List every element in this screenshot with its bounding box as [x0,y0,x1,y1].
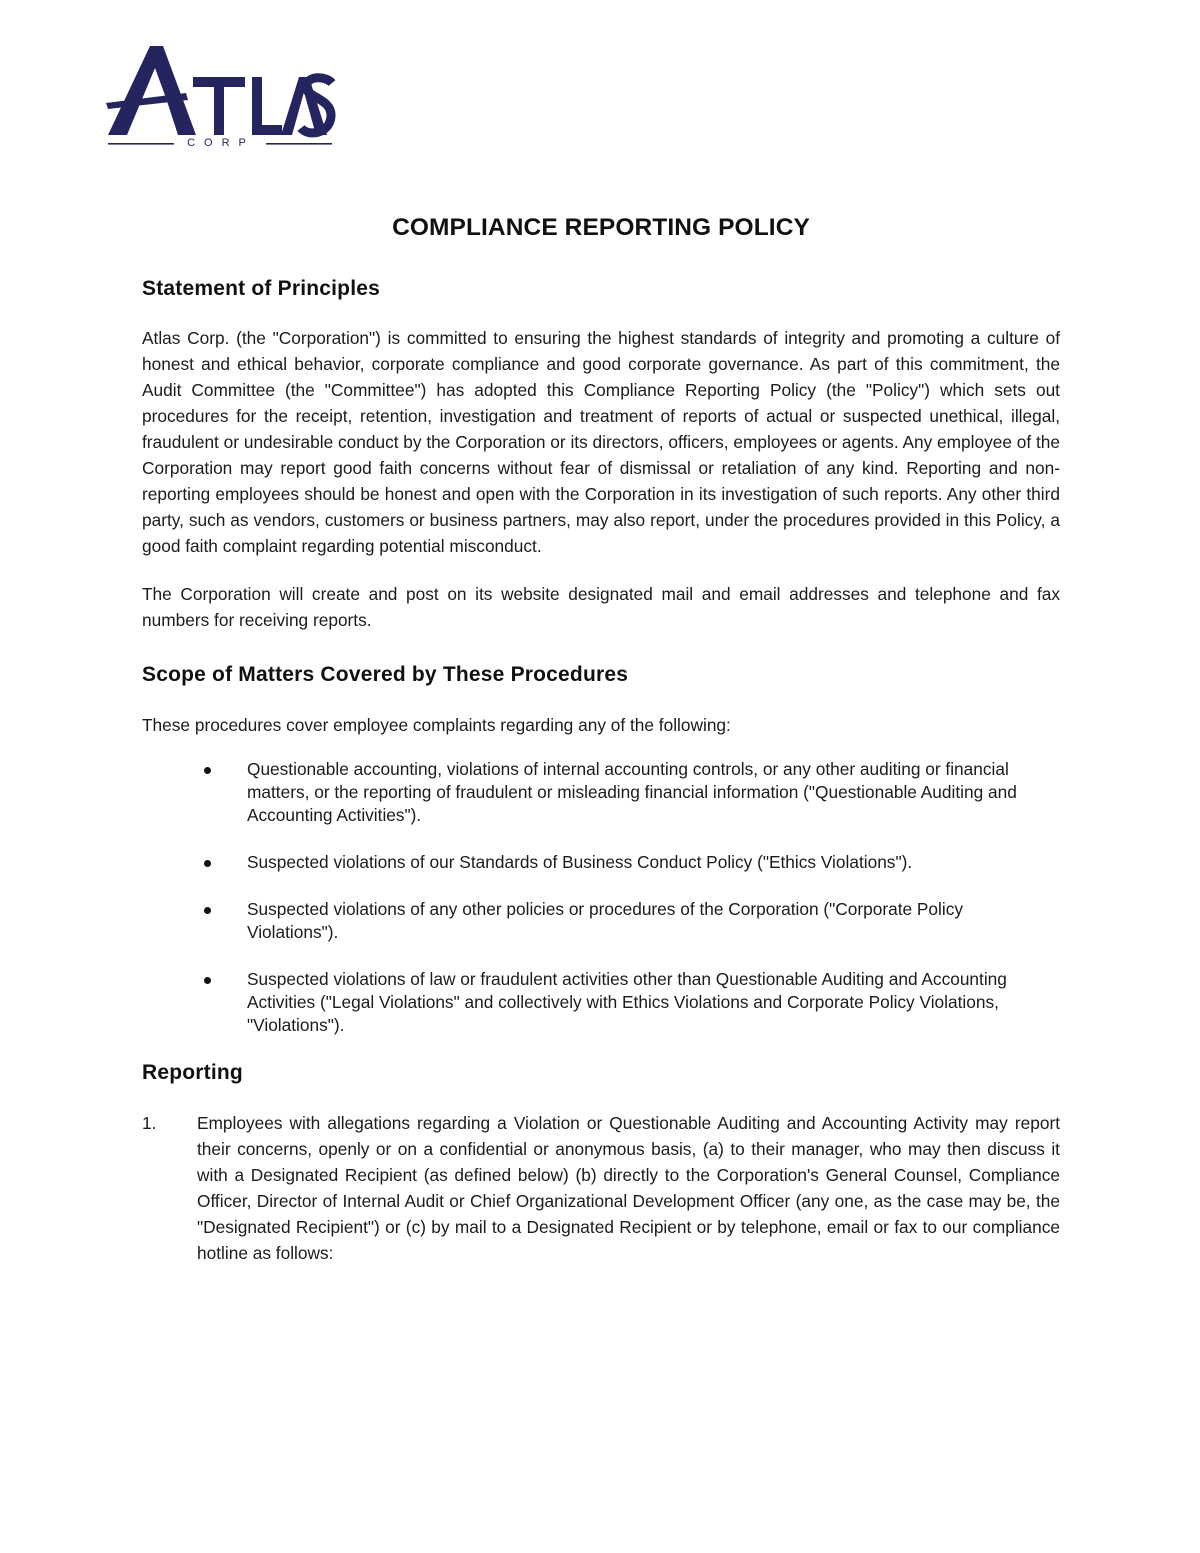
reporting-item-1 [142,1110,1060,1266]
list-item-text: Suspected violations of any other policies or procedures of the Corporation ("Corporate Policy Violations"). [247,899,964,942]
principles-paragraph-1: Atlas Corp. (the "Corporation") is committed to ensuring the highest standards of integrity and promoting a culture of honest and ethical behavior, corporate compliance and good corporate governance. As part of this commitment, the Audit Committee (the "Committee") has adopted this Compliance Reporting Policy (the "Policy") which sets out procedures for the receipt, retention, investigation and treatment of reports of actual or suspected unethical, illegal, fraudulent or undesirable conduct by the Corporation or its directors, officers, employees or agents. Any employee of the Corporation may report good faith concerns without fear of dismissal or retaliation of any kind. Reporting and non-reporting employees should be honest and open with the Corporation in its investigation of such reports. Any other third party, such as vendors, customers or business partners, may also report, under the procedures provided in this Policy, a good faith complaint regarding potential misconduct. [142,328,1061,556]
document-body [142,214,1060,1266]
scope-intro-text: These procedures cover employee complaints regarding any of the following: [142,715,731,735]
list-item [142,851,1060,874]
section-heading-statement-of-principles: Statement of Principles [142,277,380,300]
list-item [142,968,1060,1037]
scope-bullet-list [142,758,1060,1037]
reporting-item-text: Employees with allegations regarding a Violation or Questionable Auditing and Accounting Activity may report their concerns, openly or on a confidential or anonymous basis, (a) to their manager, who may then discuss it with a Designated Recipient (as defined below) (b) directly to the Corporation's General Counsel, Compliance Officer, Director of Internal Audit or Chief Organizational Development Officer (any one, as the case may be, the "Designated Recipient") or (c) by mail to a Designated Recipient or by telephone, email or fax to our compliance hotline as follows: [197,1113,1060,1263]
bullet-icon [204,977,211,984]
document-title: COMPLIANCE REPORTING POLICY [392,214,810,241]
principles-paragraph-2: The Corporation will create and post on its website designated mail and email addresses and telephone and fax numbers for receiving reports. [142,584,1060,630]
section-heading-scope: Scope of Matters Covered by These Procedures [142,663,629,686]
section-heading-reporting: Reporting [142,1061,243,1084]
atlas-corp-logo [108,33,338,156]
bullet-icon [204,860,211,867]
logo-subtext: CORP [187,137,255,149]
bullet-icon [204,907,211,914]
item-number: 1. [142,1113,157,1133]
list-item-text: Suspected violations of our Standards of Business Conduct Policy ("Ethics Violations"). [247,852,913,872]
list-item [142,758,1060,827]
list-item-text: Suspected violations of law or fraudulent activities other than Questionable Auditing and Accounting Activities ("Legal Violations" and collectively with Ethics Violations and Corporate Policy Violations, "Violations"). [247,969,1007,1035]
list-item-text: Questionable accounting, violations of internal accounting controls, or any other auditing or financial matters, or the reporting of fraudulent or misleading financial information ("Questionable Auditing and Accounting Activities"). [247,759,1017,825]
bullet-icon [204,767,211,774]
list-item [142,898,1060,944]
svg-text:ATLAS: ATLAS [108,33,158,50]
